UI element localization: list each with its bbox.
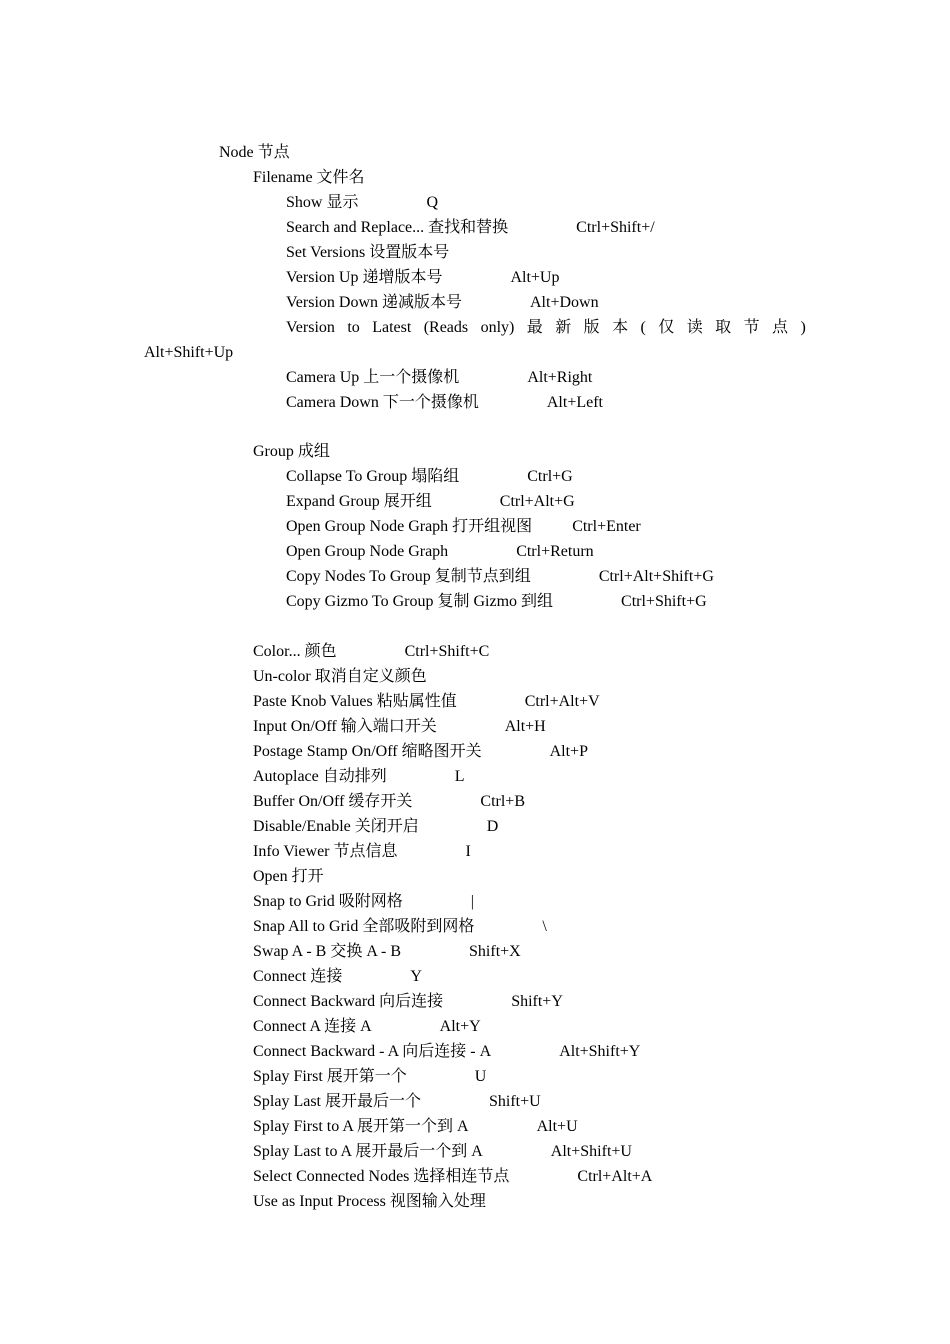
shortcut-label: Open Group Node Graph 打开组视图 — [286, 518, 533, 535]
shortcut-key: Ctrl+B — [480, 793, 525, 810]
shortcut-row — [253, 767, 465, 787]
word: 读 — [686, 319, 703, 336]
shortcut-row — [253, 1142, 632, 1162]
shortcut-row — [286, 517, 641, 537]
shortcut-row — [253, 842, 471, 862]
word: only) — [480, 319, 515, 336]
shortcut-key: Alt+Shift+Y — [559, 1043, 641, 1060]
shortcut-key: Y — [410, 968, 422, 985]
shortcut-key: Alt+Up — [510, 269, 560, 286]
shortcut-key: D — [486, 818, 499, 835]
shortcut-row — [286, 592, 707, 612]
shortcut-label: Connect Backward - A 向后连接 - A — [253, 1043, 492, 1060]
shortcut-key: Alt+P — [549, 743, 588, 760]
shortcut-row — [253, 1167, 652, 1187]
shortcut-label: Splay Last to A 展开最后一个到 A — [253, 1143, 483, 1160]
shortcut-row — [286, 542, 594, 562]
shortcut-label: Open Group Node Graph — [286, 543, 449, 560]
shortcut-label: Color... 颜色 — [253, 643, 337, 660]
shortcut-key: Alt+H — [504, 718, 546, 735]
shortcut-row — [253, 667, 427, 687]
shortcut-row — [286, 368, 592, 388]
shortcut-row — [253, 792, 525, 812]
shortcut-label: Collapse To Group 塌陷组 — [286, 468, 460, 485]
shortcut-key: Shift+X — [469, 943, 521, 960]
shortcut-key: Ctrl+Shift+C — [404, 643, 490, 660]
shortcut-label: Snap to Grid 吸附网格 — [253, 893, 403, 910]
shortcut-key: Ctrl+Alt+G — [499, 493, 575, 510]
shortcut-row — [286, 193, 438, 213]
shortcut-label: Use as Input Process 视图输入处理 — [253, 1193, 486, 1210]
shortcut-key: Ctrl+Alt+A — [577, 1168, 653, 1185]
shortcut-key: Alt+Shift+U — [550, 1143, 632, 1160]
shortcut-key: | — [470, 893, 474, 910]
word: ( — [640, 319, 646, 336]
shortcut-key: U — [474, 1068, 487, 1085]
shortcut-label: Copy Gizmo To Group 复制 Gizmo 到组 — [286, 593, 554, 610]
shortcut-key: Ctrl+G — [527, 468, 573, 485]
shortcut-key: Q — [426, 194, 439, 211]
shortcut-row — [286, 467, 573, 487]
shortcut-label: Camera Up 上一个摄像机 — [286, 369, 460, 386]
shortcut-label: Select Connected Nodes 选择相连节点 — [253, 1168, 510, 1185]
section-title-group: Group 成组 — [253, 443, 330, 460]
shortcut-key: Shift+Y — [511, 993, 563, 1010]
shortcut-row — [253, 817, 498, 837]
shortcut-row — [286, 492, 575, 512]
word: 版 — [583, 319, 600, 336]
shortcut-label: Postage Stamp On/Off 缩略图开关 — [253, 743, 482, 760]
word: 最 — [526, 319, 543, 336]
shortcut-row — [286, 567, 714, 587]
shortcut-key: Alt+Shift+Up — [144, 344, 234, 361]
word: Latest — [372, 319, 412, 336]
shortcut-label: Search and Replace... 查找和替换 — [286, 219, 509, 236]
shortcut-label: Autoplace 自动排列 — [253, 768, 387, 785]
word: Version — [286, 319, 335, 336]
shortcut-key: Alt+Down — [530, 294, 599, 311]
shortcut-label: Input On/Off 输入端口开关 — [253, 718, 437, 735]
shortcut-key: Ctrl+Return — [516, 543, 594, 560]
shortcut-label: Expand Group 展开组 — [286, 493, 432, 510]
shortcut-row — [253, 742, 588, 762]
shortcut-key: Shift+U — [489, 1093, 541, 1110]
shortcut-label: Snap All to Grid 全部吸附到网格 — [253, 918, 475, 935]
shortcut-row — [286, 243, 449, 263]
shortcut-label: Splay Last 展开最后一个 — [253, 1093, 421, 1110]
shortcut-row-justified — [286, 318, 806, 338]
shortcut-key: Ctrl+Enter — [572, 518, 641, 535]
shortcut-row — [253, 642, 489, 662]
word: 节 — [743, 319, 760, 336]
section-title-filename: Filename 文件名 — [253, 169, 365, 186]
shortcut-row — [253, 1067, 486, 1087]
shortcut-row — [253, 892, 474, 912]
shortcut-row — [286, 218, 655, 238]
shortcut-label: Connect Backward 向后连接 — [253, 993, 444, 1010]
shortcut-label: Splay First to A 展开第一个到 A — [253, 1118, 469, 1135]
shortcut-key: I — [465, 843, 471, 860]
section-title-node: Node 节点 — [219, 144, 290, 161]
shortcut-row — [286, 293, 599, 313]
shortcut-row — [253, 867, 324, 887]
shortcut-label: Show 显示 — [286, 194, 359, 211]
shortcut-row — [253, 992, 563, 1012]
shortcut-key: Alt+Y — [439, 1018, 481, 1035]
word: to — [347, 319, 360, 336]
shortcut-row — [253, 942, 521, 962]
shortcut-key: Alt+U — [536, 1118, 578, 1135]
shortcut-label: Swap A - B 交换 A - B — [253, 943, 402, 960]
word: ) — [800, 319, 806, 336]
shortcut-key: Ctrl+Shift+/ — [576, 219, 655, 236]
shortcut-label: Version Down 递减版本号 — [286, 294, 462, 311]
shortcut-label: Connect A 连接 A — [253, 1018, 372, 1035]
word: (Reads — [423, 319, 469, 336]
word: 新 — [555, 319, 572, 336]
shortcut-label: Camera Down 下一个摄像机 — [286, 394, 479, 411]
shortcut-row — [253, 1042, 640, 1062]
word: 仅 — [658, 319, 675, 336]
shortcut-label: Version Up 递增版本号 — [286, 269, 443, 286]
shortcut-label: Info Viewer 节点信息 — [253, 843, 398, 860]
shortcut-row — [253, 717, 546, 737]
shortcut-label: Buffer On/Off 缓存开关 — [253, 793, 413, 810]
shortcut-label: Paste Knob Values 粘贴属性值 — [253, 693, 457, 710]
shortcut-key: Ctrl+Alt+Shift+G — [598, 568, 714, 585]
shortcut-key: Ctrl+Shift+G — [621, 593, 707, 610]
shortcut-row — [253, 967, 422, 987]
shortcut-key: Alt+Left — [546, 394, 603, 411]
shortcut-key: \ — [542, 918, 547, 935]
shortcut-label: Disable/Enable 关闭开启 — [253, 818, 419, 835]
shortcut-row — [253, 692, 600, 712]
shortcut-row — [253, 1117, 578, 1137]
shortcut-row — [253, 1092, 541, 1112]
shortcut-label: Splay First 展开第一个 — [253, 1068, 407, 1085]
shortcut-row — [253, 1017, 481, 1037]
shortcut-label: Copy Nodes To Group 复制节点到组 — [286, 568, 531, 585]
shortcut-label: Set Versions 设置版本号 — [286, 244, 450, 261]
shortcut-key: Alt+Right — [527, 369, 593, 386]
shortcut-row — [286, 268, 559, 288]
word: 取 — [715, 319, 732, 336]
shortcut-row — [286, 393, 603, 413]
word: 本 — [612, 319, 629, 336]
shortcut-label: Un-color 取消自定义颜色 — [253, 668, 427, 685]
shortcut-row — [253, 1192, 486, 1212]
word: 点 — [772, 319, 789, 336]
shortcut-label: Connect 连接 — [253, 968, 343, 985]
shortcut-key: Ctrl+Alt+V — [524, 693, 600, 710]
shortcut-row — [253, 917, 547, 937]
shortcut-label: Open 打开 — [253, 868, 324, 885]
shortcut-key: L — [454, 768, 465, 785]
